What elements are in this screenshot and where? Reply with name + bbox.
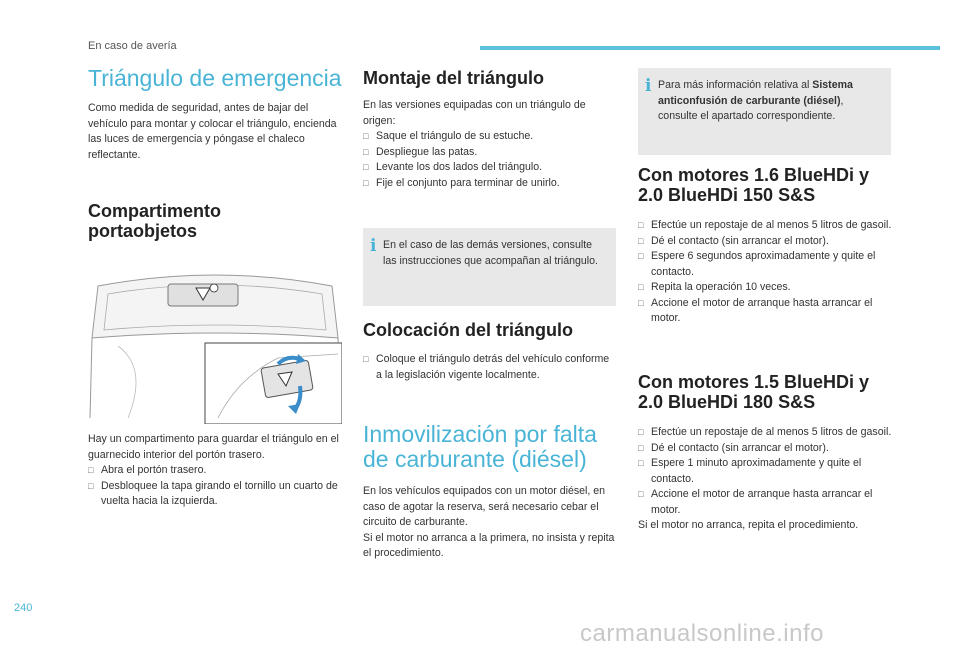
list-item: □ Fije el conjunto para terminar de unirlo. <box>363 176 617 192</box>
list-item: □ Desbloquee la tapa girando el tornillo un cuarto de vuelta hacia la izquierda. <box>88 479 340 510</box>
column-2 <box>363 68 617 191</box>
list-item: □ Saque el triángulo de su estuche. <box>363 129 617 145</box>
place-steps <box>363 352 617 383</box>
section-label: En caso de avería <box>88 40 177 52</box>
place-heading: Colocación del triángulo <box>363 320 574 340</box>
mount-intro: En las versiones equipadas con un triángulo de origen: <box>363 99 586 127</box>
compartment-paragraph: Hay un compartimento para guardar el triángulo en el guarnecido interior del portón trasero. <box>88 433 339 461</box>
list-item: □ Coloque el triángulo detrás del vehículo conforme a la legislación vigente localmente. <box>363 352 617 383</box>
page-number: 240 <box>14 602 33 614</box>
info-note-bold: Sistema anticonfusión de carburante (diésel) <box>658 79 853 107</box>
engine1-steps <box>638 218 894 327</box>
info-note-pre: Para más información relativa al <box>658 79 813 91</box>
info-note-box <box>638 68 891 155</box>
list-item: □ Despliegue las patas. <box>363 145 617 161</box>
header-accent-bar <box>480 46 940 50</box>
engine2-heading: Con motores 1.5 BlueHDi y 2.0 BlueHDi 180 S&S <box>638 372 870 412</box>
fuel-section <box>363 422 623 562</box>
engine1-section <box>638 165 894 327</box>
list-item: □ Dé el contacto (sin arrancar el motor). <box>638 441 894 457</box>
list-item: □ Accione el motor de arranque hasta arrancar el motor. <box>638 487 894 518</box>
info-note-post: , consulte el apartado correspondiente. <box>658 94 844 122</box>
list-item: □ Levante los dos lados del triángulo. <box>363 160 617 176</box>
compartment-heading: Compartimento portaobjetos <box>88 201 222 241</box>
list-item: □ Abra el portón trasero. <box>88 463 340 479</box>
engine2-steps <box>638 425 894 518</box>
mount-note-text: En el caso de las demás versiones, consulte las instrucciones que acompañan al triángulo. <box>383 239 598 267</box>
mount-note-box <box>363 228 616 306</box>
watermark: carmanualsonline.info <box>580 620 824 647</box>
list-item: □ Efectúe un repostaje de al menos 5 litros de gasoil. <box>638 218 894 234</box>
compartment-text-block <box>88 432 340 510</box>
page-title: Triángulo de emergencia <box>88 65 342 91</box>
trunk-lid-drawing <box>88 268 342 424</box>
info-icon: i <box>370 236 377 256</box>
engine2-footer: Si el motor no arranca, repita el procedimiento. <box>638 519 859 531</box>
mount-steps <box>363 129 617 191</box>
list-item: □ Dé el contacto (sin arrancar el motor). <box>638 234 894 250</box>
info-icon: i <box>645 76 652 96</box>
compartment-steps <box>88 463 340 510</box>
list-item: □ Accione el motor de arranque hasta arrancar el motor. <box>638 296 894 327</box>
fuel-paragraph-2: Si el motor no arranca a la primera, no insista y repita el procedimiento. <box>363 531 615 559</box>
engine1-heading: Con motores 1.6 BlueHDi y 2.0 BlueHDi 150 S&S <box>638 165 870 205</box>
place-section <box>363 320 617 383</box>
list-item: □ Repita la operación 10 veces. <box>638 280 894 296</box>
trunk-illustration <box>88 268 342 424</box>
list-item: □ Efectúe un repostaje de al menos 5 litros de gasoil. <box>638 425 894 441</box>
list-item: □ Espere 6 segundos aproximadamente y quite el contacto. <box>638 249 894 280</box>
list-item: □ Espere 1 minuto aproximadamente y quite el contacto. <box>638 456 894 487</box>
mount-heading: Montaje del triángulo <box>363 68 545 88</box>
engine2-section <box>638 372 894 534</box>
fuel-paragraph: En los vehículos equipados con un motor diésel, en caso de agotar la reserva, será necesario cebar el circuito de carburante. <box>363 485 606 528</box>
intro-paragraph: Como medida de seguridad, antes de bajar del vehículo para montar y colocar el triángulo, encienda las luces de emergencia y póngase el chaleco reflectante. <box>88 102 337 161</box>
column-1 <box>88 66 348 241</box>
fuel-title: Inmovilización por falta de carburante (diésel) <box>363 421 597 472</box>
